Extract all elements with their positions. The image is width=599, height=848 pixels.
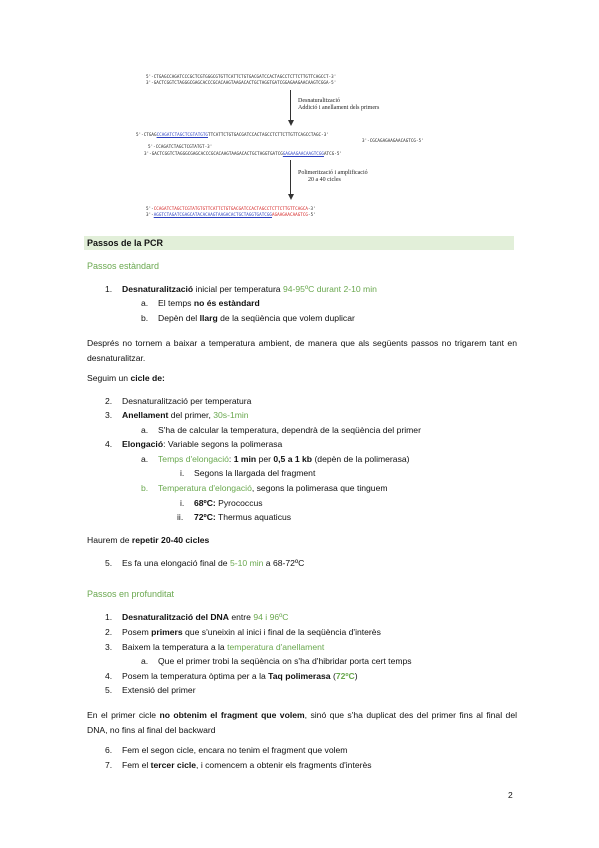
reverse-primer: 3'-CGCAGAGAAGAACAGTCG-5' bbox=[362, 138, 424, 143]
list-num: 2. bbox=[105, 627, 113, 637]
arrow-down-icon bbox=[288, 120, 294, 126]
list-item-elongation: Elongació: Variable segons la polimerasa bbox=[122, 439, 283, 449]
list-num: 3. bbox=[105, 410, 113, 420]
pcr-diagram bbox=[136, 70, 516, 220]
list-num: 3. bbox=[105, 642, 113, 652]
paragraph: Seguim un cicle de: bbox=[87, 373, 165, 383]
section-title: Passos de la PCR bbox=[87, 238, 164, 248]
list-num: a. bbox=[141, 656, 149, 666]
paragraph: Haurem de repetir 20-40 cicles bbox=[87, 535, 210, 545]
list-num: i. bbox=[180, 468, 185, 478]
list-num: 6. bbox=[105, 745, 113, 755]
arrow-line bbox=[290, 90, 291, 122]
arrow-down-icon bbox=[288, 194, 294, 200]
list-num: ii. bbox=[177, 512, 184, 522]
list-num: a. bbox=[141, 298, 149, 308]
list-item: Extensió del primer bbox=[122, 685, 196, 695]
list-num: 5. bbox=[105, 685, 113, 695]
page-number: 2 bbox=[508, 790, 513, 800]
list-item-initial-denaturation: Desnaturalització inicial per temperatura 94-95ºC durant 2-10 min bbox=[122, 284, 377, 294]
list-num: 2. bbox=[105, 396, 113, 406]
list-num: i. bbox=[180, 498, 185, 508]
dna-top-strand: 5'-CTGAGCCAGATCCCGCTCGTGGGCGTGTTCATTCTGTGACGATCCACTAGCCTCTTCTTGTTCAGCCT-3' bbox=[146, 74, 337, 79]
list-num: b. bbox=[141, 483, 149, 493]
heading-standard-steps: Passos estàndard bbox=[87, 261, 160, 271]
list-item: Posem primers que s'uneixin al inici i final de la seqüència d'interès bbox=[122, 627, 381, 637]
dna-bottom-strand: 3'-GACTCGGTCTAGGGCGAGCACCCGCACAAGTAAGACACTGCTAGGTGATCGGAGAAGAACAAGTCGGA-5' bbox=[146, 80, 337, 85]
paragraph: En el primer cicle no obtenim el fragment que volem, sinó que s'ha duplicat des del primer fins al final del DNA, no fins al final del backward bbox=[87, 710, 518, 735]
list-item: Baixem la temperatura a la temperatura d'anellament bbox=[122, 642, 325, 652]
list-item-final-elongation: Es fa una elongació final de 5-10 min a 68-72ºC bbox=[122, 558, 305, 568]
list-subsubitem: 68ºC: Pyrococcus bbox=[194, 498, 263, 508]
product-top-strand: 5'-CCAGATCTAGCTCGTATGTGTTCATTCTGTGACGATCCACTAGCCTCTTCTTGTTCAGCA-3' bbox=[146, 206, 316, 211]
forward-primer: 5'-CCAGATCTAGCTCGTATGT-3' bbox=[148, 144, 213, 149]
list-num: 1. bbox=[105, 612, 113, 622]
list-num: a. bbox=[141, 425, 149, 435]
product-bottom-strand: 3'-AGGTCTAGATCGAGCATACACAAGTAAGACACTGCTAGGTGATCGGAGAAGAACAAGTCG-5' bbox=[146, 212, 316, 217]
list-item: Desnaturalització per temperatura bbox=[122, 396, 252, 406]
annealed-top-strand: 5'-CTGAGCCAGATCTAGCTCGTATGTGTTCATTCTGTGACGATCCACTAGCCTCTTCTTGTTCAGCCTAGC-3' bbox=[136, 132, 329, 137]
list-item-annealing: Anellament del primer, 30s-1min bbox=[122, 410, 249, 420]
list-num: 1. bbox=[105, 284, 113, 294]
list-subitem: Temperatura d'elongació, segons la polimerasa que tinguem bbox=[158, 483, 388, 493]
list-subitem: S'ha de calcular la temperatura, dependrà de la seqüència del primer bbox=[158, 425, 421, 435]
list-subitem: Temps d'elongació: 1 min per 0,5 a 1 kb (depèn de la polimerasa) bbox=[158, 454, 410, 464]
paragraph: Després no tornem a baixar a temperatura ambient, de manera que als següents passos no trigarem tant en desnaturalitzar. bbox=[87, 338, 517, 363]
list-subsubitem: 72ºC: Thermus aquaticus bbox=[194, 512, 292, 522]
list-item: Fem el tercer cicle, i comencem a obtenir els fragments d'interès bbox=[122, 760, 372, 770]
list-num: 4. bbox=[105, 439, 113, 449]
list-subsubitem: Segons la llargada del fragment bbox=[194, 468, 316, 478]
step-denaturation: Desnaturalització Addició i anellament dels primers bbox=[298, 98, 380, 111]
list-item: Posem la temperatura òptima per a la Taq polimerasa (72ºC) bbox=[122, 671, 358, 681]
list-subitem: Que el primer trobi la seqüència on s'ha d'hibridar porta cert temps bbox=[158, 656, 412, 666]
list-subitem: Depèn del llarg de la seqüència que volem duplicar bbox=[158, 313, 355, 323]
list-num: 7. bbox=[105, 760, 113, 770]
list-num: 5. bbox=[105, 558, 113, 568]
list-subitem: El temps no és estàndard bbox=[158, 298, 260, 308]
list-item: Fem el segon cicle, encara no tenim el fragment que volem bbox=[122, 745, 348, 755]
list-num: a. bbox=[141, 454, 149, 464]
annealed-bottom-strand: 3'-GACTCGGTCTAGGGCGAGCACCCGCACAAGTAAGACACTGCTAGGTGATCGGAGAAGAACAAGTCGGATCG-5' bbox=[144, 151, 342, 156]
step-polymerization: Polimerització i amplificació 20 a 40 cicles bbox=[298, 170, 368, 183]
list-item: Desnaturalització del DNA entre 94 i 96ºC bbox=[122, 612, 289, 622]
heading-deep-steps: Passos en profunditat bbox=[87, 589, 175, 599]
list-num: 4. bbox=[105, 671, 113, 681]
list-num: b. bbox=[141, 313, 149, 323]
arrow-line-2 bbox=[290, 160, 291, 196]
